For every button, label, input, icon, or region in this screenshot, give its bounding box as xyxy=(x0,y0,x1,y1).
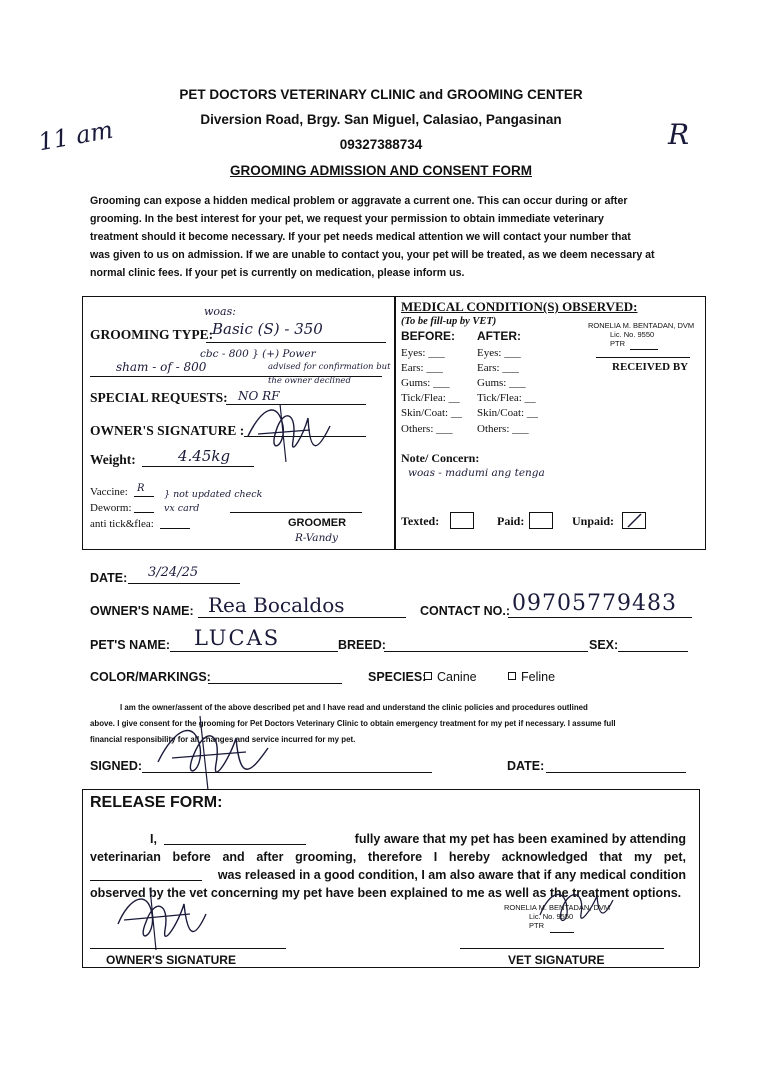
release-line-4: observed by the vet concerning my pet have been explained to me as well as the treatment options. xyxy=(90,886,682,900)
after-eyes: Eyes: ___ xyxy=(477,347,521,359)
paid-label: Paid: xyxy=(497,514,525,528)
release-left-border xyxy=(82,789,83,967)
consent-date-label: DATE: xyxy=(507,759,545,773)
release-vet-ptr: PTR xyxy=(529,921,544,930)
medical-title: MEDICAL CONDITION(S) OBSERVED: xyxy=(401,299,638,314)
after-tickflea: Tick/Flea: __ xyxy=(477,392,536,404)
feline-checkbox[interactable] xyxy=(508,672,516,680)
unpaid-checkbox[interactable] xyxy=(622,512,646,529)
after-heading: AFTER: xyxy=(477,329,521,343)
owner-signature-label: OWNER'S SIGNATURE : xyxy=(90,423,245,438)
grooming-type-label: GROOMING TYPE: xyxy=(90,327,214,342)
signed-signature-scribble xyxy=(150,712,280,792)
contact-value: 09705779483 xyxy=(512,591,677,616)
release-vet-name: RONELIA M. BENTADAN, DVM xyxy=(504,903,611,912)
release-line-1 xyxy=(90,830,686,848)
pet-name-value: LUCAS xyxy=(194,626,281,650)
release-p3: was released in a good condition, I am also aware that if any medical condition xyxy=(217,868,686,882)
form-title xyxy=(0,163,762,178)
note-label: Note/ Concern: xyxy=(401,451,480,465)
clinic-phone: 09327388734 xyxy=(339,137,423,152)
grooming-line3-note: advised for confirmation but the owner declined xyxy=(268,362,391,386)
weight-label: Weight: xyxy=(90,452,136,467)
groomer-label: GROOMER xyxy=(288,517,347,529)
after-skincoat-text: Skin/Coat: xyxy=(477,407,525,419)
grooming-line2: cbc - 800 } (+) Power xyxy=(200,348,316,360)
intro-line: Grooming can expose a hidden medical problem or aggravate a current one. This can occur during or after xyxy=(90,195,628,207)
date-value: 3/24/25 xyxy=(148,565,199,580)
owner-name-value: Rea Bocaldos xyxy=(208,593,345,617)
release-vet-stamp xyxy=(504,903,610,930)
owner-name-label: OWNER'S NAME: xyxy=(90,604,194,618)
after-tickflea-text: Tick/Flea: xyxy=(477,392,522,404)
before-others: Others: ___ xyxy=(401,423,453,435)
release-pet-blank xyxy=(90,880,202,881)
before-eyes: Eyes: ___ xyxy=(401,347,445,359)
vaccine-note: } not updated check vx card xyxy=(164,489,263,514)
release-line-2: veterinarian before and after grooming, therefore I hereby acknowledged that my pet, xyxy=(90,850,686,864)
intro-line: treatment should it become necessary. If your pet needs medical attention we will contact your number that xyxy=(90,231,631,243)
before-eyes-text: Eyes: xyxy=(401,347,426,359)
intro-line: grooming. In the best interest for your pet, we request your permission to obtain immediate veterinary xyxy=(90,213,604,225)
pet-name-label: PET'S NAME: xyxy=(90,638,171,652)
after-ears-text: Ears: xyxy=(477,362,500,374)
intro-line: normal clinic fees. If your pet is currently on medication, please inform us. xyxy=(90,267,465,279)
clinic-address: Diversion Road, Brgy. San Miguel, Calasiao, Pangasinan xyxy=(200,112,562,127)
feline-text: Feline xyxy=(521,670,556,684)
release-bottom-border xyxy=(82,967,699,968)
consent-line: financial responsibility for all changes and service incurred for my pet. xyxy=(90,735,356,744)
owner-signature-scribble xyxy=(238,396,338,466)
clinic-name: PET DOCTORS VETERINARY CLINIC and GROOMING CENTER xyxy=(179,87,583,102)
release-owner-signature-scribble xyxy=(110,884,210,954)
grooming-type-note: woas: xyxy=(204,305,236,318)
consent-line: above. I give consent for the grooming for Pet Doctors Veterinary Clinic to obtain emergency treatment for my pet if necessary. I assume full xyxy=(90,719,616,728)
before-gums: Gums: ___ xyxy=(401,377,450,389)
unpaid-check-mark xyxy=(623,513,645,528)
breed-label: BREED: xyxy=(338,638,386,652)
weight-value: 4.45kg xyxy=(178,447,231,465)
before-skincoat-text: Skin/Coat: xyxy=(401,407,449,419)
received-by: RECEIVED BY xyxy=(612,361,689,373)
before-tickflea: Tick/Flea: __ xyxy=(401,392,460,404)
before-skincoat: Skin/Coat: __ xyxy=(401,407,462,419)
special-requests-value: NO RF xyxy=(238,389,280,403)
release-p1-b: fully aware that my pet has been examined by attending xyxy=(354,832,686,846)
after-skincoat: Skin/Coat: __ xyxy=(477,407,538,419)
before-others-text: Others: xyxy=(401,423,434,435)
date-label: DATE: xyxy=(90,571,128,585)
consent-line: I am the owner/assent of the above described pet and I have read and understand the clinic policies and procedures outlined xyxy=(120,703,588,712)
deworm-label: Deworm: xyxy=(90,502,132,514)
medical-subtitle: (To be fill-up by VET) xyxy=(401,316,497,327)
after-gums-text: Gums: xyxy=(477,377,507,389)
release-vet-lic: Lic. No. 9550 xyxy=(529,912,574,921)
owner-signature-caption: OWNER'S SIGNATURE xyxy=(106,953,236,967)
vaccine-mark: R xyxy=(137,483,145,494)
paid-checkbox[interactable] xyxy=(529,512,553,529)
color-label: COLOR/MARKINGS: xyxy=(90,670,211,684)
unpaid-label: Unpaid: xyxy=(572,514,615,528)
before-heading: BEFORE: xyxy=(401,329,455,343)
sex-label: SEX: xyxy=(589,638,619,652)
after-gums: Gums: ___ xyxy=(477,377,526,389)
after-others: Others: ___ xyxy=(477,423,529,435)
grooming-type-value: Basic (S) - 350 xyxy=(212,320,323,338)
release-title: RELEASE FORM: xyxy=(90,794,223,811)
release-top-border xyxy=(82,789,699,790)
species-canine-option[interactable] xyxy=(424,670,477,684)
vet-signature-caption: VET SIGNATURE xyxy=(508,953,605,967)
before-gums-text: Gums: xyxy=(401,377,431,389)
before-tickflea-text: Tick/Flea: xyxy=(401,392,446,404)
after-others-text: Others: xyxy=(477,423,510,435)
groomer-value: R-Vandy xyxy=(295,532,338,544)
vet-stamp-name: RONELIA M. BENTADAN, DVM xyxy=(588,321,695,330)
signed-label: SIGNED: xyxy=(90,759,143,773)
after-eyes-text: Eyes: xyxy=(477,347,502,359)
after-ears: Ears: ___ xyxy=(477,362,519,374)
vet-stamp-top xyxy=(588,321,694,348)
grooming-line3: sham - of - 800 xyxy=(116,360,207,374)
intro-paragraph xyxy=(90,192,694,282)
special-requests-label: SPECIAL REQUESTS: xyxy=(90,390,228,405)
release-name-blank xyxy=(164,844,306,845)
form-title-text: GROOMING ADMISSION AND CONSENT FORM xyxy=(230,163,532,178)
margin-mark: R xyxy=(668,118,690,151)
release-right-border xyxy=(699,789,700,967)
antitick-label: anti tick&flea: xyxy=(90,518,154,530)
before-ears: Ears: ___ xyxy=(401,362,443,374)
vaccine-label: Vaccine: xyxy=(90,486,128,498)
intro-line: was given to us on admission. If we are unable to contact you, your pet will be treated, as we deem necessary at xyxy=(90,249,655,261)
table-divider xyxy=(394,296,396,550)
vet-stamp-lic: Lic. No. 9550 xyxy=(610,330,655,339)
contact-label: CONTACT NO.: xyxy=(420,604,511,618)
texted-checkbox[interactable] xyxy=(450,512,474,529)
time-note: 11 am xyxy=(36,115,116,157)
species-feline-option[interactable] xyxy=(508,670,555,684)
canine-checkbox[interactable] xyxy=(424,672,432,680)
release-p1-a: I, xyxy=(150,832,157,846)
texted-label: Texted: xyxy=(401,514,440,528)
before-ears-text: Ears: xyxy=(401,362,424,374)
note-value: woas - madumi ang tenga xyxy=(408,467,545,479)
vet-stamp-ptr: PTR xyxy=(610,339,625,348)
species-label: SPECIES: xyxy=(368,670,427,684)
canine-text: Canine xyxy=(437,670,477,684)
